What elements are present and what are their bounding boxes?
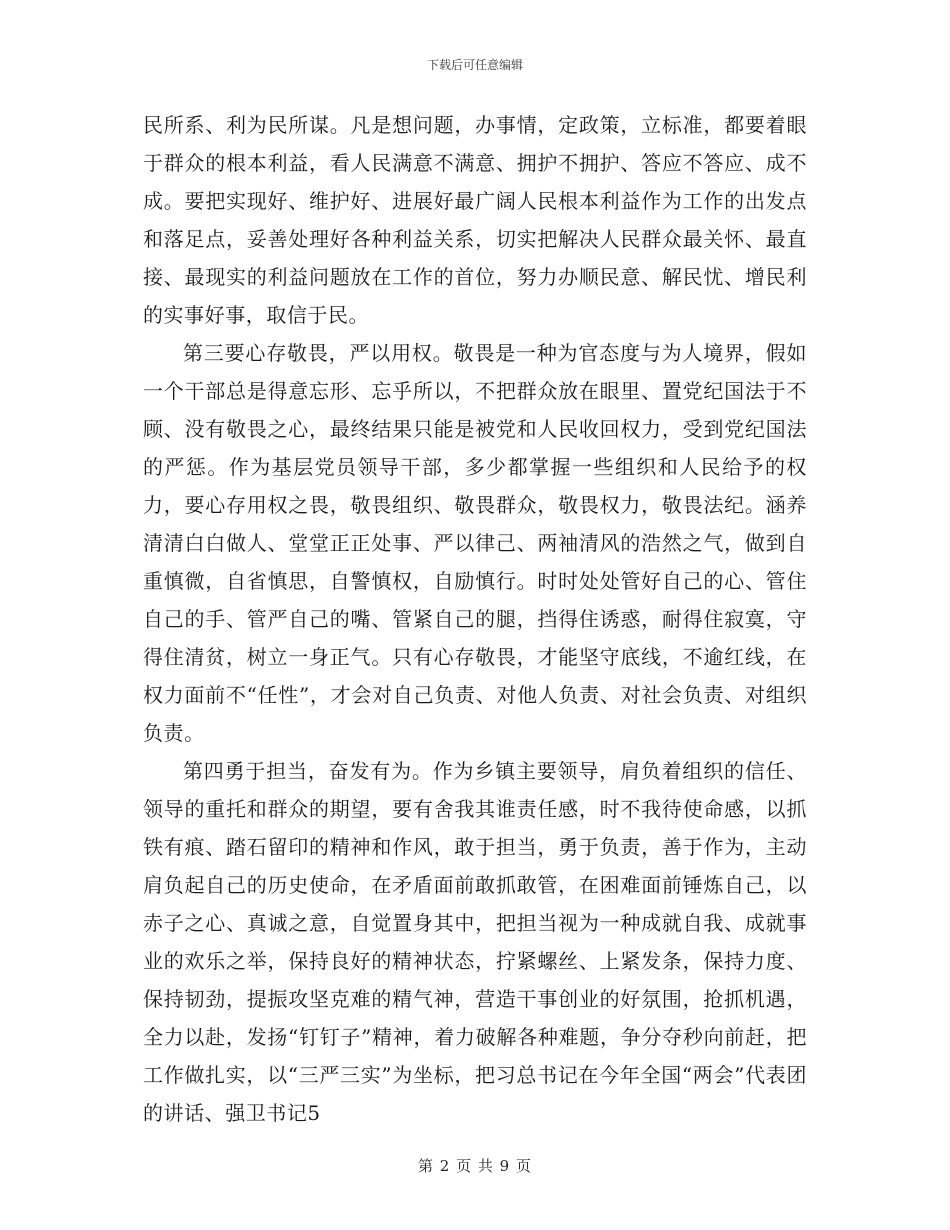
paragraph-continued: 民所系、利为民所谋。凡是想问题，办事情，定政策，立标准，都要着眼于群众的根本利益，看人民满意不满意、拥护不拥护、答应不答应、成不成。要把实现好、维护好、进展好最广阔人民根本利益作为工作的出发点和落足点，妥善处理好各种利益关系，切实把解决人民群众最关怀、最直接、最现实的利益问题放在工作的首位，努力办顺民意、解民忧、增民利的实事好事，取信于民。 — [143, 113, 807, 327]
page-number: 第 2 页 共 9 页 — [418, 1157, 532, 1175]
paragraph-fourth-point: 第四勇于担当，奋发有为。作为乡镇主要领导，肩负着组织的信任、领导的重托和群众的期望，要有舍我其谁责任感，时不我待使命感，以抓铁有痕、踏石留印的精神和作风，敢于担当，勇于负责，善于作为，主动肩负起自己的历史使命，在矛盾面前敢抓敢管，在困难面前锤炼自己，以赤子之心、真诚之意，自觉置身其中，把担当视为一种成就自我、成就事业的欢乐之举，保持良好的精神状态，拧紧螺丝、上紧发条，保持力度、保持韧劲，提振攻坚克难的精气神，营造干事创业的好氛围，抢抓机遇，全力以赴，发扬“钉钉子”精神，着力破解各种难题，争分夺秒向前赶，把工作做扎实，以“三严三实”为坐标，把习总书记在今年全国“两会”代表团的讲话、强卫书记5 — [143, 759, 807, 1125]
document-body — [143, 106, 807, 1132]
page-header: 下载后可任意编辑 — [426, 58, 523, 72]
paragraph-third-point: 第三要心存敬畏，严以用权。敬畏是一种为官态度与为人境界，假如一个干部总是得意忘形、忘乎所以，不把群众放在眼里、置党纪国法于不顾、没有敬畏之心，最终结果只能是被党和人民收回权力，受到党纪国法的严惩。作为基层党员领导干部，多少都掌握一些组织和人民给予的权力，要心存用权之畏，敬畏组织、敬畏群众，敬畏权力，敬畏法纪。涵养清清白白做人、堂堂正正处事、严以律己、两袖清风的浩然之气，做到自重慎微，自省慎思，自警慎权，自励慎行。时时处处管好自己的心、管住自己的手、管严自己的嘴、管紧自己的腿，挡得住诱惑，耐得住寂寞，守得住清贫，树立一身正气。只有心存敬畏，才能坚守底线，不逾红线，在权力面前不“任性”，才会对自己负责、对他人负责、对社会负责、对组织负责。 — [143, 341, 807, 745]
